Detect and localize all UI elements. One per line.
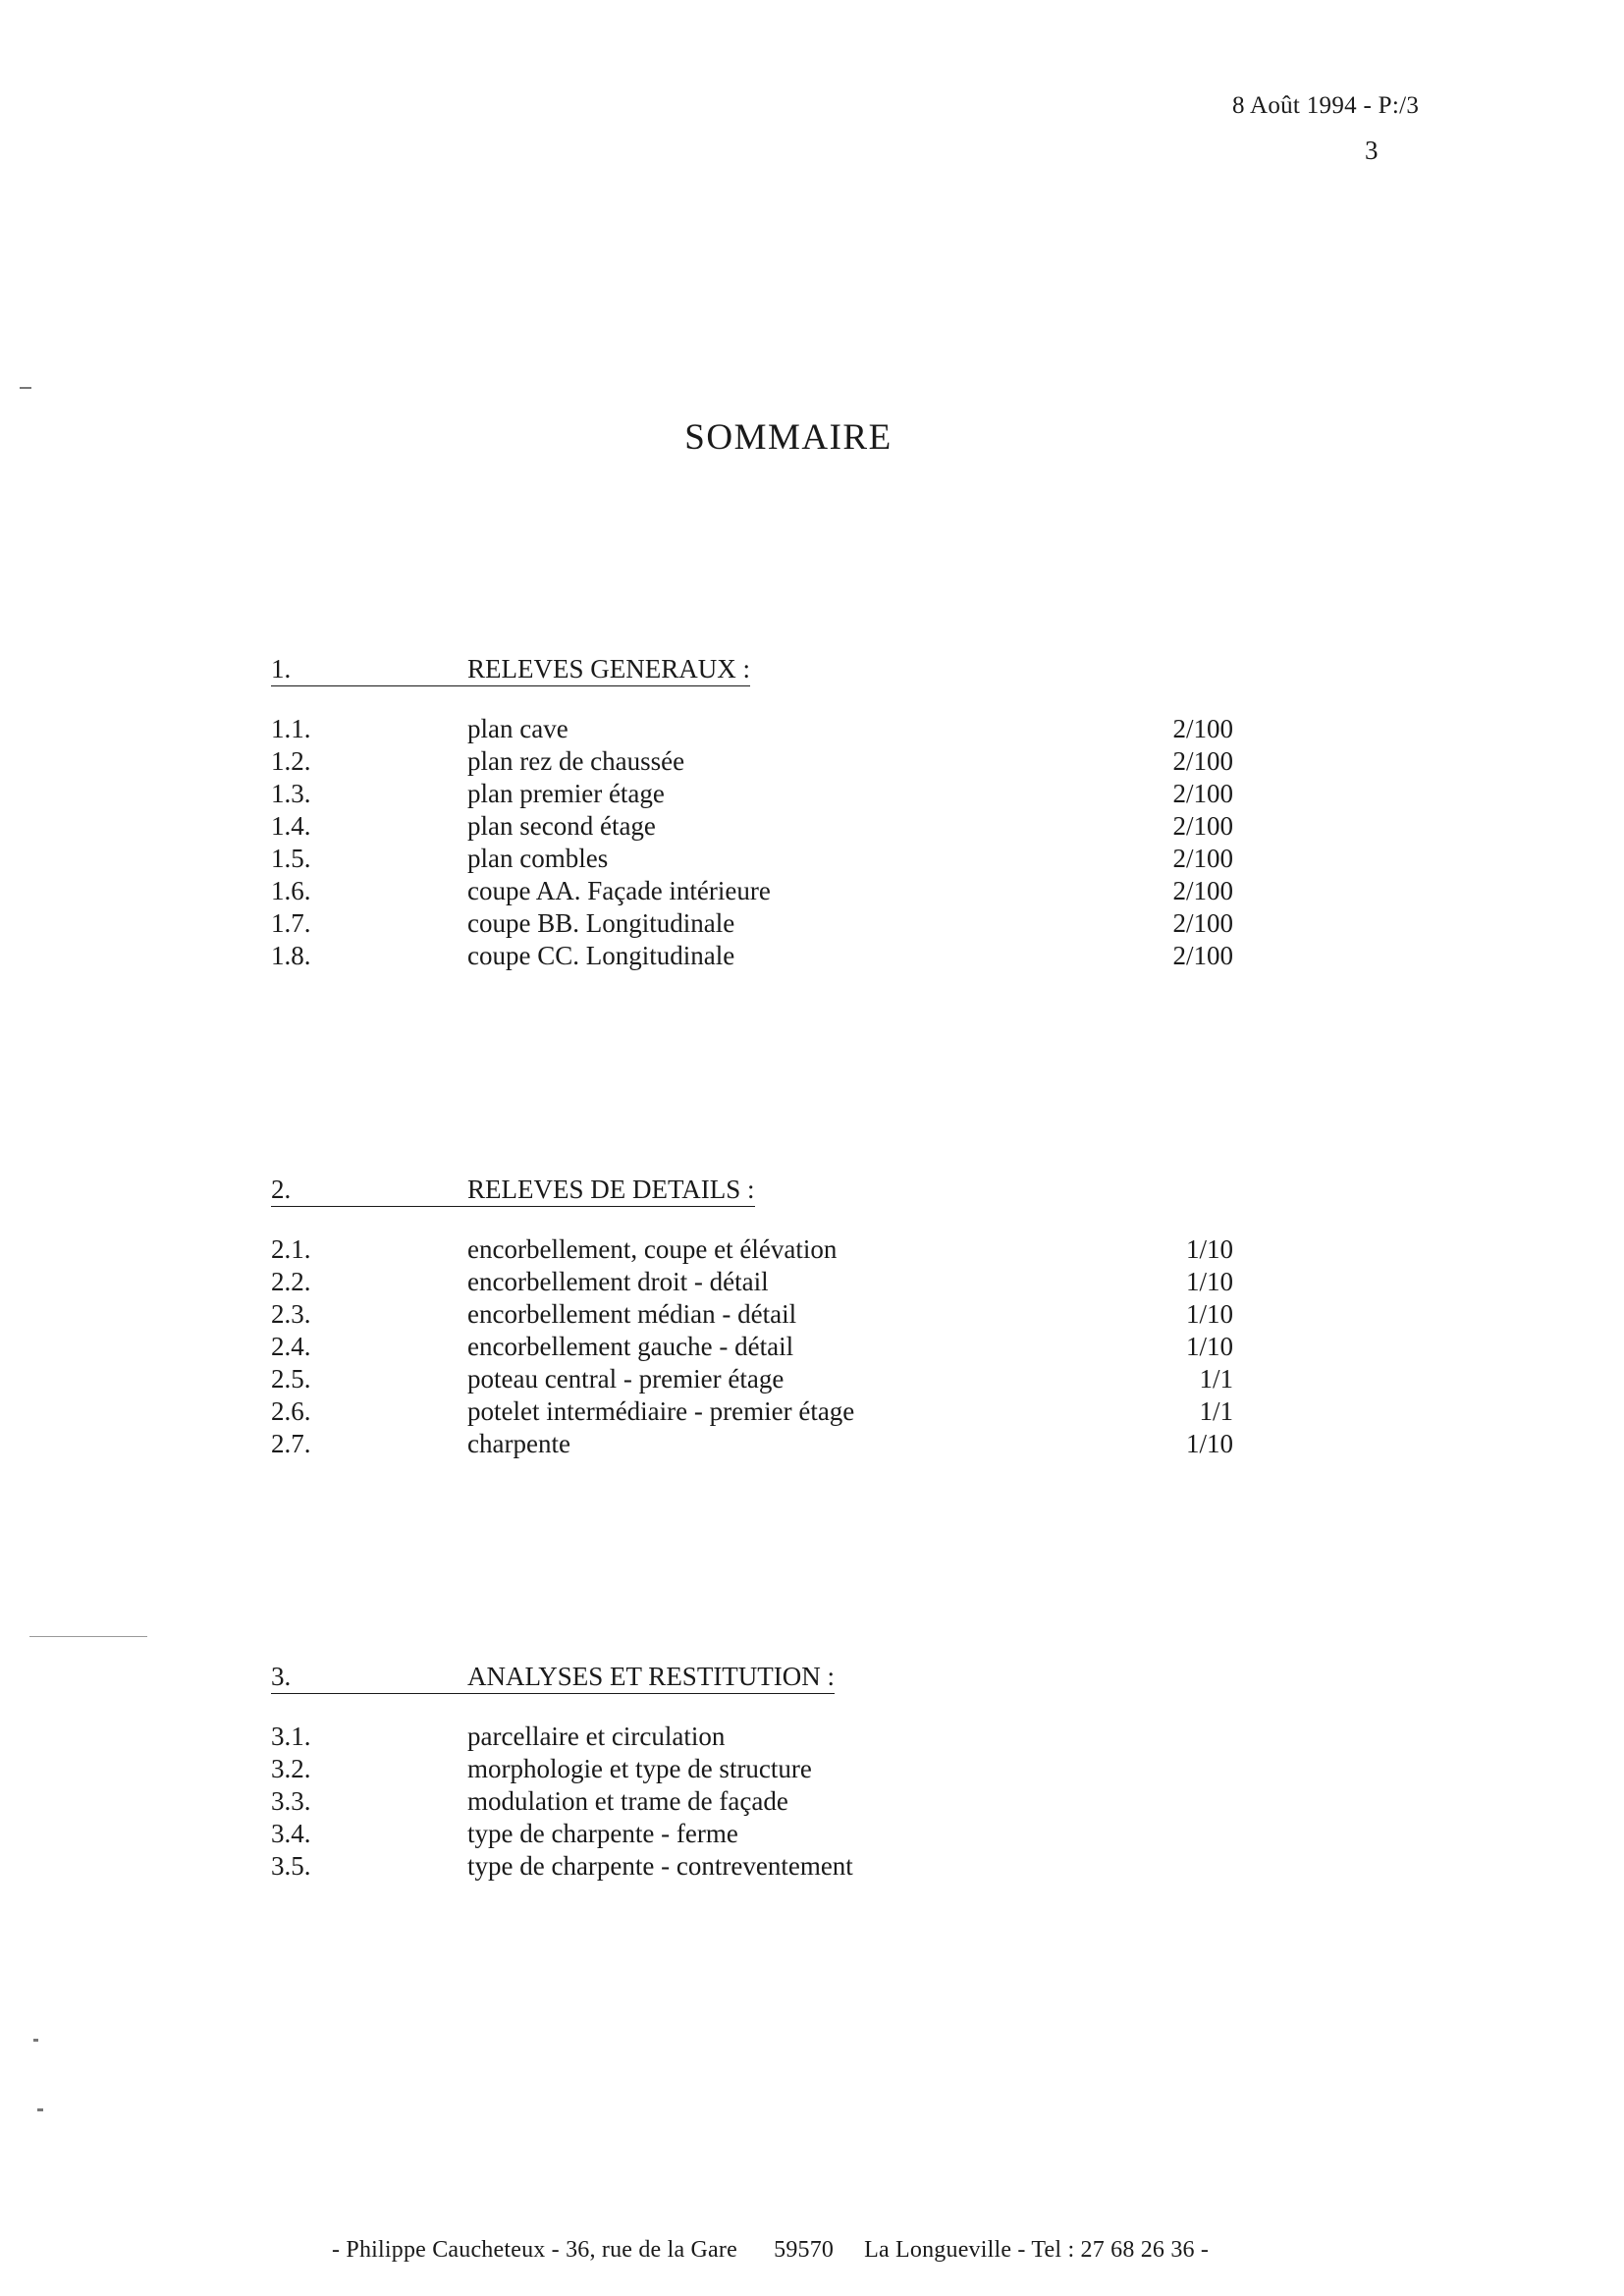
section-item-list (271, 1233, 1233, 1460)
item-number: 2.5. (271, 1364, 311, 1394)
item-label: coupe CC. Longitudinale (467, 941, 735, 970)
list-item (271, 1850, 1233, 1883)
item-label: type de charpente - ferme (467, 1819, 738, 1848)
item-scale: 2/100 (1172, 941, 1233, 970)
item-number: 3.3. (271, 1786, 311, 1816)
item-scale: 2/100 (1172, 876, 1233, 905)
section-number: 3. (271, 1660, 467, 1694)
section-heading (271, 1173, 1233, 1212)
item-label: encorbellement droit - détail (467, 1267, 769, 1296)
item-scale: 2/100 (1172, 746, 1233, 776)
section-heading (271, 652, 1233, 691)
list-item (271, 1266, 1233, 1298)
section-releves-generaux (271, 652, 1233, 970)
item-label: encorbellement gauche - détail (467, 1332, 794, 1361)
item-number: 3.1. (271, 1722, 311, 1751)
page-footer: - Philippe Caucheteux - 36, rue de la Gare 59570 La Longueville - Tel : 27 68 26 36 - (332, 2237, 1210, 2263)
item-scale: 2/100 (1172, 908, 1233, 938)
item-label: poteau central - premier étage (467, 1364, 785, 1394)
list-item (271, 713, 1233, 745)
list-item (271, 1233, 1233, 1266)
list-item (271, 1753, 1233, 1785)
item-scale: 1/1 (1199, 1364, 1233, 1394)
section-number: 2. (271, 1173, 467, 1207)
page-number: 3 (1365, 136, 1379, 165)
section-title: ANALYSES ET RESTITUTION : (467, 1660, 835, 1694)
section-item-list (271, 713, 1233, 972)
item-label: modulation et trame de façade (467, 1786, 788, 1816)
item-label: parcellaire et circulation (467, 1722, 726, 1751)
item-scale: 1/10 (1185, 1267, 1233, 1296)
section-analyses-et-restitution (271, 1660, 1233, 1881)
item-number: 1.5. (271, 844, 311, 873)
item-scale: 1/10 (1185, 1332, 1233, 1361)
list-item (271, 1331, 1233, 1363)
item-label: encorbellement médian - détail (467, 1299, 797, 1329)
item-scale: 2/100 (1172, 844, 1233, 873)
item-number: 2.7. (271, 1429, 311, 1458)
item-label: charpente (467, 1429, 570, 1458)
item-number: 2.6. (271, 1396, 311, 1426)
list-item (271, 1298, 1233, 1331)
scan-mark (37, 2108, 43, 2111)
item-number: 1.7. (271, 908, 311, 938)
list-item (271, 1428, 1233, 1460)
list-item (271, 1721, 1233, 1753)
scan-mark (20, 387, 31, 389)
section-item-list (271, 1721, 1233, 1883)
item-number: 3.4. (271, 1819, 311, 1848)
list-item (271, 1785, 1233, 1818)
item-number: 2.1. (271, 1234, 311, 1264)
section-title: RELEVES DE DETAILS : (467, 1173, 755, 1207)
item-number: 2.4. (271, 1332, 311, 1361)
scan-mark (33, 2039, 38, 2042)
item-scale: 1/1 (1199, 1396, 1233, 1426)
item-label: potelet intermédiaire - premier étage (467, 1396, 855, 1426)
item-number: 3.2. (271, 1754, 311, 1783)
item-scale: 1/10 (1185, 1234, 1233, 1264)
item-label: encorbellement, coupe et élévation (467, 1234, 838, 1264)
section-number: 1. (271, 652, 467, 686)
list-item (271, 745, 1233, 778)
item-number: 3.5. (271, 1851, 311, 1881)
item-number: 2.3. (271, 1299, 311, 1329)
section-heading (271, 1660, 1233, 1699)
item-label: plan second étage (467, 811, 656, 841)
item-label: coupe BB. Longitudinale (467, 908, 735, 938)
item-number: 1.2. (271, 746, 311, 776)
item-number: 2.2. (271, 1267, 311, 1296)
list-item (271, 1363, 1233, 1395)
item-scale: 1/10 (1185, 1429, 1233, 1458)
list-item (271, 810, 1233, 843)
list-item (271, 1395, 1233, 1428)
item-scale: 2/100 (1172, 811, 1233, 841)
item-number: 1.8. (271, 941, 311, 970)
list-item (271, 778, 1233, 810)
item-label: plan premier étage (467, 779, 665, 808)
item-label: coupe AA. Façade intérieure (467, 876, 771, 905)
item-scale: 2/100 (1172, 714, 1233, 743)
item-label: plan cave (467, 714, 568, 743)
list-item (271, 907, 1233, 940)
list-item (271, 843, 1233, 875)
item-number: 1.3. (271, 779, 311, 808)
item-scale: 1/10 (1185, 1299, 1233, 1329)
item-label: plan combles (467, 844, 609, 873)
item-number: 1.4. (271, 811, 311, 841)
page-title: SOMMAIRE (684, 417, 893, 458)
list-item (271, 1818, 1233, 1850)
item-number: 1.1. (271, 714, 311, 743)
item-scale: 2/100 (1172, 779, 1233, 808)
section-title: RELEVES GENERAUX : (467, 652, 750, 686)
header-date: 8 Août 1994 - P:/3 (1232, 92, 1420, 119)
item-label: plan rez de chaussée (467, 746, 685, 776)
list-item (271, 875, 1233, 907)
scan-mark (29, 1636, 147, 1637)
list-item (271, 940, 1233, 972)
item-label: morphologie et type de structure (467, 1754, 812, 1783)
section-releves-de-details (271, 1173, 1233, 1458)
item-number: 1.6. (271, 876, 311, 905)
item-label: type de charpente - contreventement (467, 1851, 853, 1881)
